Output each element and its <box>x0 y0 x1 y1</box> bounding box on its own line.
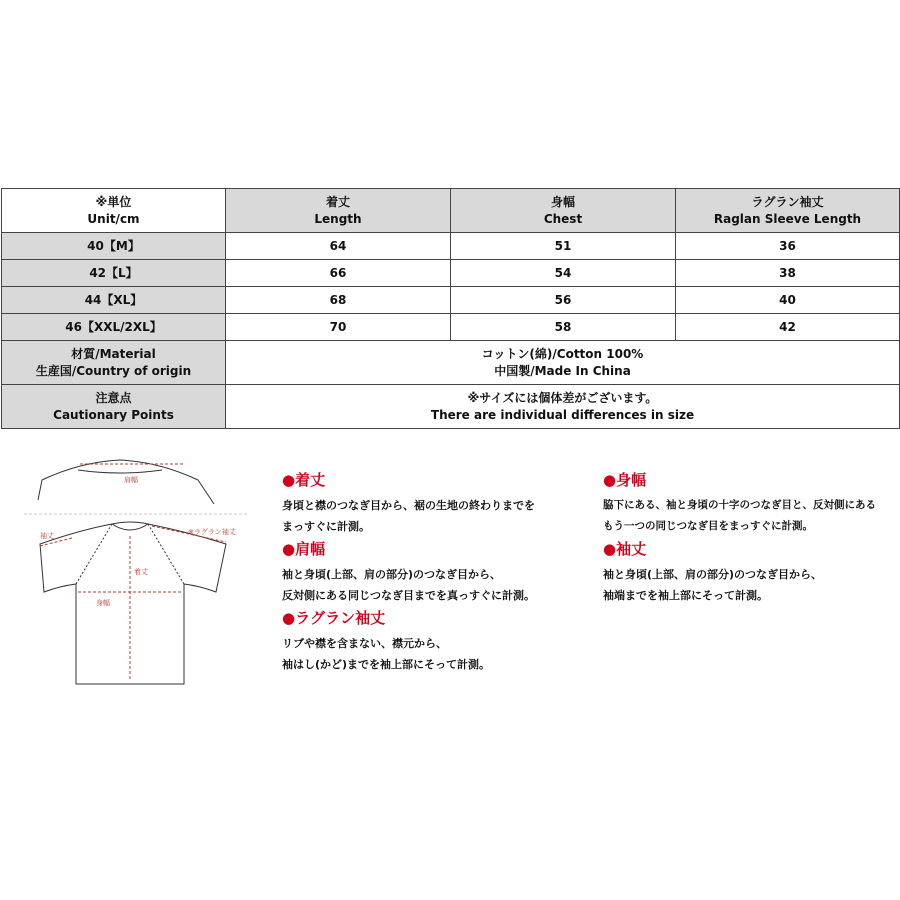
table-row <box>2 314 900 341</box>
note-title <box>282 609 490 627</box>
size-table <box>1 188 900 429</box>
note-title <box>282 540 535 558</box>
table-cell: 51 <box>451 233 676 260</box>
bullet-icon: ● <box>282 471 296 489</box>
column-header-en: Length <box>314 211 362 226</box>
column-header-ja: 身幅 <box>550 194 575 209</box>
table-cell: 38 <box>676 260 900 287</box>
size-label: 40【M】 <box>2 233 226 260</box>
note-line: 身頃と襟のつなぎ目から、裾の生地の終わりまでを <box>282 499 535 512</box>
caution-label-ja: 注意点 <box>95 390 132 405</box>
note-title <box>282 471 535 489</box>
column-header-ja: 着丈 <box>325 194 350 209</box>
note-body <box>603 495 876 537</box>
note-length <box>282 471 535 537</box>
table-row <box>2 233 900 260</box>
note-title-text: 肩幅 <box>295 540 326 558</box>
raglan-label: ※ラグラン袖丈 <box>188 528 236 536</box>
note-line: リブや襟を含まない、襟元から、 <box>282 637 447 650</box>
table-cell: 64 <box>226 233 451 260</box>
table-cell: 68 <box>226 287 451 314</box>
bullet-icon: ● <box>603 540 617 558</box>
origin-label-line: 生産国/Country of origin <box>35 363 192 378</box>
table-cell: 66 <box>226 260 451 287</box>
caution-row <box>2 385 900 429</box>
table-cell: 70 <box>226 314 451 341</box>
note-line: 袖と身頃(上部、肩の部分)のつなぎ目から、 <box>282 568 502 581</box>
table-row <box>2 287 900 314</box>
note-chest <box>603 471 876 537</box>
note-title-text: 身幅 <box>616 471 647 489</box>
note-line: 袖と身頃(上部、肩の部分)のつなぎ目から、 <box>603 568 823 581</box>
note-raglan <box>282 609 490 675</box>
note-line: 反対側にある同じつなぎ目までを真っすぐに計測。 <box>282 589 535 602</box>
bullet-icon: ● <box>282 609 296 627</box>
column-header-en: Raglan Sleeve Length <box>713 211 862 226</box>
note-title-text: 袖丈 <box>616 540 647 558</box>
origin-value-line: 中国製/Made In China <box>494 363 631 378</box>
sleeve-label: 袖丈 <box>40 532 54 540</box>
table-cell: 36 <box>676 233 900 260</box>
note-body <box>282 633 490 675</box>
caution-value-ja: ※サイズには個体差がございます。 <box>467 390 658 405</box>
note-title-text: 着丈 <box>295 471 326 489</box>
note-title <box>603 471 876 489</box>
note-line: 脇下にある、袖と身頃の十字のつなぎ目と、反対側にある <box>603 499 876 511</box>
table-cell: 56 <box>451 287 676 314</box>
table-cell: 54 <box>451 260 676 287</box>
note-line: もう一つの同じつなぎ目をまっすぐに計測。 <box>603 520 813 532</box>
size-label: 44【XL】 <box>2 287 226 314</box>
column-header-ja: ラグラン袖丈 <box>751 194 824 209</box>
column-header-length <box>226 189 451 233</box>
size-label: 42【L】 <box>2 260 226 287</box>
caution-label-en: Cautionary Points <box>53 407 174 422</box>
size-label: 46【XXL/2XL】 <box>2 314 226 341</box>
table-row <box>2 260 900 287</box>
note-title-text: ラグラン袖丈 <box>295 609 386 627</box>
column-header-raglan <box>676 189 900 233</box>
note-sleeve <box>603 540 822 606</box>
shoulder-label: 肩幅 <box>124 476 138 484</box>
table-cell: 40 <box>676 287 900 314</box>
unit-header-cell <box>2 189 226 233</box>
note-body <box>282 495 535 537</box>
material-label <box>2 341 226 385</box>
caution-value <box>226 385 900 429</box>
column-header-chest <box>451 189 676 233</box>
bullet-icon: ● <box>603 471 617 489</box>
caution-value-en: There are individual differences in size <box>430 407 695 422</box>
table-cell: 42 <box>676 314 900 341</box>
material-label-line: 材質/Material <box>71 346 156 361</box>
material-row <box>2 341 900 385</box>
unit-en: Unit/cm <box>87 211 140 226</box>
unit-ja: ※単位 <box>95 194 132 209</box>
table-header-row <box>2 189 900 233</box>
garment-measurement-diagram <box>20 452 260 692</box>
length-label: 着丈 <box>134 568 148 576</box>
bullet-icon: ● <box>282 540 296 558</box>
note-line: 袖端までを袖上部にそって計測。 <box>603 589 768 602</box>
caution-label <box>2 385 226 429</box>
note-body <box>282 564 535 606</box>
column-header-en: Chest <box>543 211 583 226</box>
note-body <box>603 564 822 606</box>
note-line: まっすぐに計測。 <box>282 520 370 533</box>
chest-label: 身幅 <box>96 599 110 607</box>
note-shoulder <box>282 540 535 606</box>
shirt-front-view <box>40 522 226 684</box>
note-line: 袖はし(かど)までを袖上部にそって計測。 <box>282 658 491 671</box>
material-value <box>226 341 900 385</box>
table-cell: 58 <box>451 314 676 341</box>
note-title <box>603 540 822 558</box>
material-value-line: コットン(綿)/Cotton 100% <box>481 346 644 361</box>
